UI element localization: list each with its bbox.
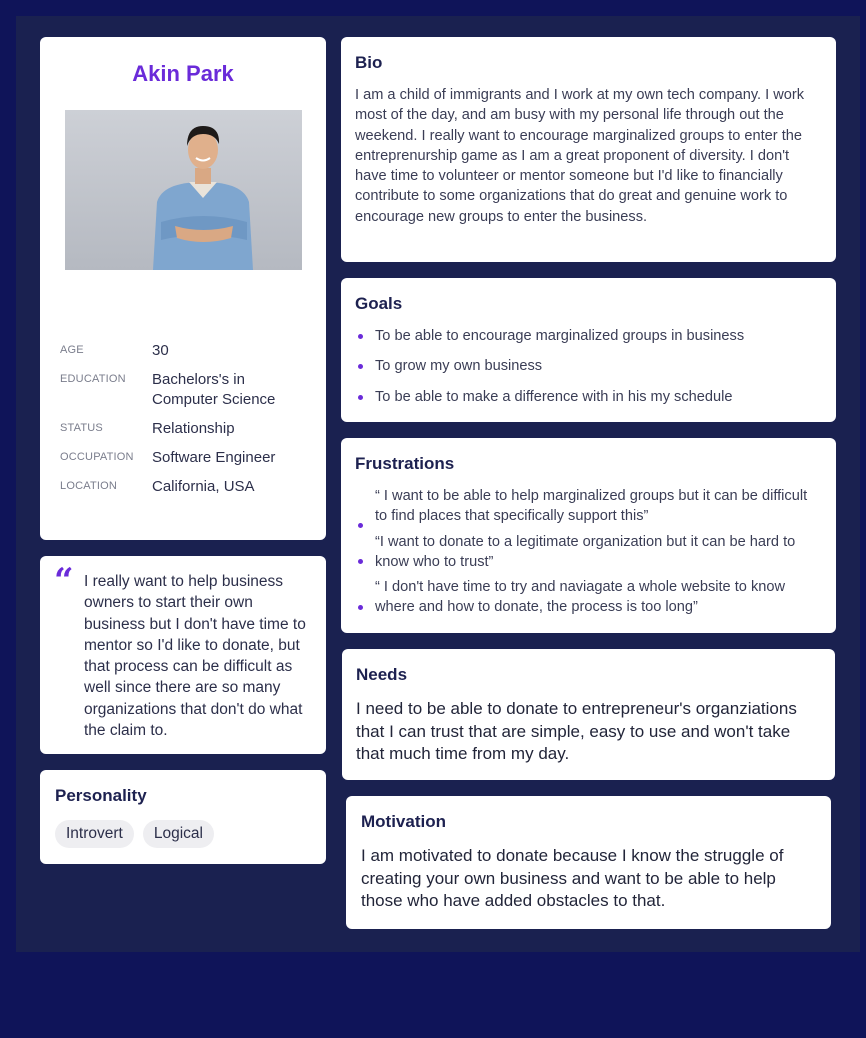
motivation-title: Motivation [361, 812, 446, 831]
fact-age [60, 341, 310, 361]
list-item: To be able to make a difference with in his my schedule [355, 387, 822, 407]
motivation-card [346, 796, 831, 929]
motivation-text: I am motivated to donate because I know the struggle of creating your own business and want to be able to help those who have added obstacles to that. [361, 846, 784, 911]
needs-card [342, 649, 835, 780]
needs-title: Needs [356, 665, 408, 684]
goals-card [341, 278, 836, 422]
frustrations-card [341, 438, 836, 633]
goals-list [355, 326, 822, 407]
quote-card [40, 556, 326, 754]
personality-traits [55, 820, 311, 848]
bio-title: Bio [355, 53, 383, 72]
profile-card [40, 37, 326, 540]
needs-text: I need to be able to donate to entrepreneur's organziations that I can trust that are simple, easy to use and won't take that much time from my day. [356, 699, 797, 764]
trait-chip: Logical [143, 820, 214, 848]
list-item: “ I want to be able to help marginalized groups but it can be difficult to find places that specifically support this” [355, 486, 822, 527]
person-illustration-icon [65, 110, 302, 270]
bio-card [341, 37, 836, 262]
fact-value: Relationship [152, 420, 235, 437]
fact-value: California, USA [152, 478, 255, 495]
fact-value: Software Engineer [152, 449, 276, 466]
list-item: To be able to encourage marginalized groups in business [355, 326, 822, 346]
persona-name: Akin Park [132, 61, 234, 86]
quote-mark-icon: “ [54, 561, 74, 601]
trait-chip: Introvert [55, 820, 134, 848]
fact-label: LOCATION [60, 480, 118, 492]
list-item: “I want to donate to a legitimate organization but it can be hard to know who to trust” [355, 532, 822, 573]
bio-text: I am a child of immigrants and I work at my own tech company. I work most of the day, and am busy with my personal life through out the weekend. I really want to encourage marginalized groups to enter the entreprenurship game as I am a great proponent of diversity. I don't have time to volunteer or mentor someone but I'd like to financially contribute to some organizations that do great and genuine work to encourage new groups to enter the business. [355, 87, 805, 225]
fact-education [60, 370, 310, 410]
fact-occupation [60, 448, 310, 468]
personality-title: Personality [55, 786, 147, 805]
fact-value: Bachelors's in Computer Science [152, 371, 276, 408]
fact-value: 30 [152, 342, 169, 359]
list-item: “ I don't have time to try and naviagate a whole website to know where and how to donate, the process is too long” [355, 577, 822, 618]
frustrations-title: Frustrations [355, 454, 455, 473]
personality-card [40, 770, 326, 864]
fact-label: AGE [60, 344, 84, 356]
fact-label: STATUS [60, 422, 103, 434]
fact-location [60, 477, 310, 497]
persona-facts [60, 341, 310, 506]
quote-text: I really want to help business owners to start their own business but I don't have time to mentor so I'd like to donate, but that process can be difficult as well since there are so many organizations that don't do what the claim to. [84, 573, 306, 740]
fact-label: EDUCATION [60, 373, 126, 385]
list-item: To grow my own business [355, 356, 822, 376]
fact-status [60, 419, 310, 439]
fact-label: OCCUPATION [60, 451, 134, 463]
goals-title: Goals [355, 294, 403, 313]
frustrations-list [355, 486, 822, 618]
persona-photo [65, 110, 302, 270]
